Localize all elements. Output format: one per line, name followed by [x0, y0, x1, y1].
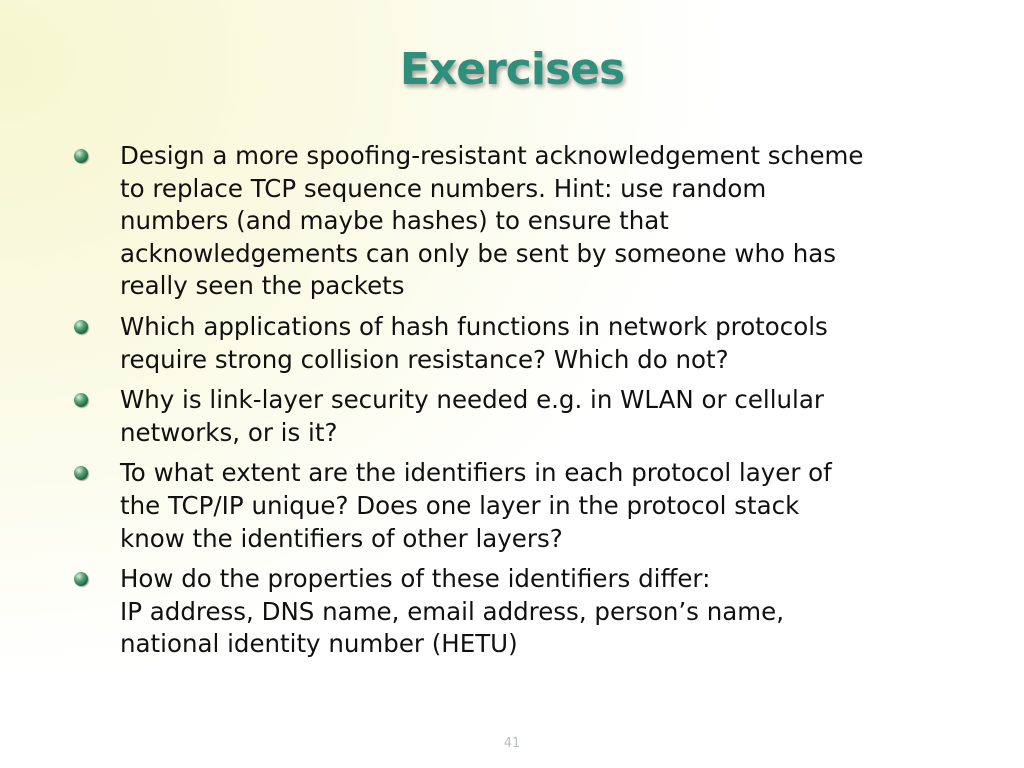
bullet-text-line: Design a more spoofing-resistant acknowledgement scheme [120, 141, 864, 170]
page-number: 41 [503, 736, 521, 751]
bullet-icon [74, 572, 88, 586]
bullet-text-line: acknowledgements can only be sent by someone who has [120, 238, 837, 268]
bullet-item [72, 311, 972, 376]
bullet-text-line: Which applications of hash functions in network protocols [120, 311, 828, 341]
bullet-icon [74, 393, 88, 407]
bullet-text-line: How do the properties of these identifiers differ: [120, 564, 711, 594]
bullet-icon [74, 149, 88, 163]
bullet-text-line: know the identifiers of other layers? [120, 523, 563, 553]
bullet-icon [74, 466, 88, 480]
bullet-text-line: networks, or is it? [120, 417, 338, 447]
bullet-text-line: the TCP/IP unique? Does one layer in the protocol stack [120, 490, 800, 520]
bullet-text-line: numbers (and maybe hashes) to ensure that [120, 206, 669, 236]
bullet-text-line: IP address, DNS name, email address, person’s name, [120, 596, 784, 626]
bullet-text-line: To what extent are the identifiers in each protocol layer of [120, 458, 832, 488]
bullet-text-line: to replace TCP sequence numbers. Hint: use random [120, 173, 767, 203]
bullet-text-line: national identity number (HETU) [120, 629, 518, 659]
bullet-text-line: really seen the packets [120, 271, 405, 301]
bullet-list [72, 140, 972, 669]
bullet-text-line: require strong collision resistance? Which do not? [120, 344, 729, 374]
bullet-item [72, 457, 972, 555]
bullet-icon [74, 320, 88, 334]
bullet-item [72, 563, 972, 661]
bullet-item [72, 140, 972, 303]
bullet-item [72, 384, 972, 449]
bullet-text-line: Why is link-layer security needed e.g. in WLAN or cellular [120, 385, 824, 415]
slide-title: Exercises [399, 44, 625, 95]
